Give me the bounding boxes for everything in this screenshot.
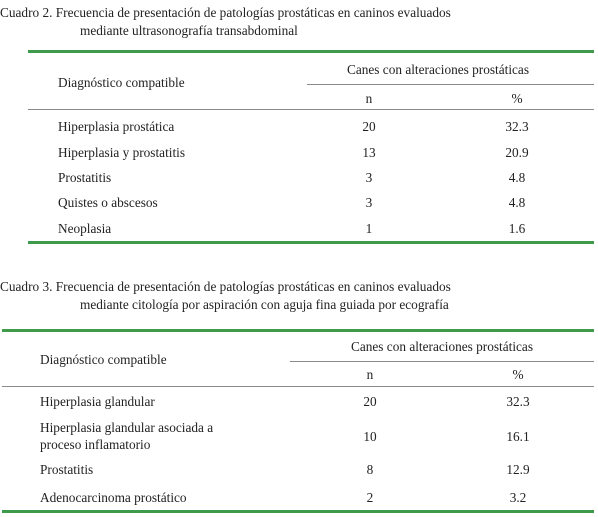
table3-row-pct: 16.1 <box>506 429 530 444</box>
table2-row-pct: 20.9 <box>505 145 529 160</box>
table2-caption-line1: Cuadro 2. Frecuencia de presentación de patologías prostáticas en caninos evaluados <box>0 5 451 20</box>
table2-row-label: Quistes o abscesos <box>58 195 158 210</box>
table3-row-pct: 3.2 <box>509 490 527 505</box>
table3-caption-line1: Cuadro 3. Frecuencia de presentación de patologías prostáticas en caninos evaluados <box>0 279 451 294</box>
table2-row-n: 13 <box>362 145 376 160</box>
table3-row-label: Adenocarcinoma prostático <box>40 490 187 505</box>
table2-caption-line2: mediante ultrasonografía transabdominal <box>80 23 298 38</box>
table2-caption <box>0 4 598 40</box>
table2-row-label: Hiperplasia prostática <box>58 119 175 134</box>
table2-group-header: Canes con alteraciones prostáticas <box>346 62 530 77</box>
table2-row-label: Neoplasia <box>58 221 112 236</box>
table2-top-rule <box>28 50 594 53</box>
table2-row-n: 3 <box>365 170 373 185</box>
table2-row-pct: 4.8 <box>508 195 526 210</box>
table3-row-pct: 32.3 <box>506 394 530 409</box>
table3-row-label-cont: proceso inflamatorio <box>40 437 151 452</box>
table2-header-rule <box>28 109 594 110</box>
table2-bottom-rule <box>28 241 594 244</box>
table2-row-n: 1 <box>365 221 373 236</box>
table3-row-label: Prostatitis <box>40 462 94 477</box>
table2-row-pct: 1.6 <box>508 221 526 236</box>
table3-group-rule <box>290 361 594 362</box>
table2-col-pct: % <box>511 91 523 106</box>
table3-header-rule <box>2 386 594 387</box>
table3-row-label: Hiperplasia glandular asociada a <box>40 420 214 435</box>
table3-group-header: Canes con alteraciones prostáticas <box>350 339 534 354</box>
table2-row-pct: 4.8 <box>508 170 526 185</box>
table3-row-n: 20 <box>363 394 377 409</box>
table3-top-rule <box>2 329 594 332</box>
table3-row-label: Hiperplasia glandular <box>40 394 155 409</box>
table2-col-n: n <box>365 91 373 106</box>
table3-caption-line2: mediante citología por aspiración con aguja fina guiada por ecografía <box>80 297 449 312</box>
table2-diag-header: Diagnóstico compatible <box>58 75 185 90</box>
table3-row-pct: 12.9 <box>506 462 530 477</box>
table3-diag-header: Diagnóstico compatible <box>40 352 167 367</box>
table3-col-pct: % <box>512 367 524 382</box>
table3-row-n: 2 <box>366 490 374 505</box>
table2-row-label: Hiperplasia y prostatitis <box>58 145 186 160</box>
table3-caption <box>0 278 598 314</box>
table3-bottom-rule <box>2 510 594 513</box>
table2-row-n: 3 <box>365 195 373 210</box>
table2-row-n: 20 <box>362 119 376 134</box>
table3-row-n: 10 <box>363 429 377 444</box>
table3-col-n: n <box>366 367 374 382</box>
table3-row-n: 8 <box>366 462 374 477</box>
table2-row-label: Prostatitis <box>58 170 112 185</box>
table2-row-pct: 32.3 <box>505 119 529 134</box>
table2-group-rule <box>307 84 594 85</box>
